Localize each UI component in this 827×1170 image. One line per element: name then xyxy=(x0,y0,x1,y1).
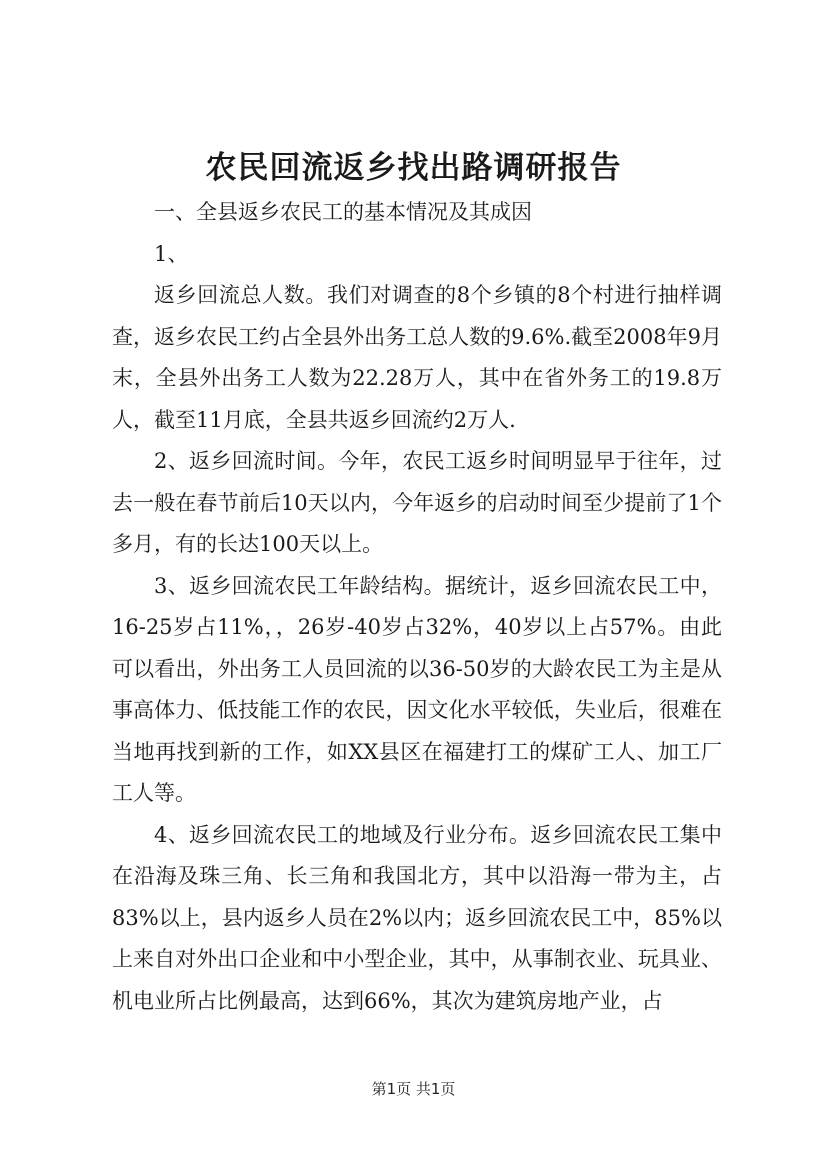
page-footer: 第1页 共1页 xyxy=(371,1080,456,1098)
paragraph-region-industry: 4、返乡回流农民工的地域及行业分布。返乡回流农民工集中在沿海及珠三角、长三角和我国北方，其中以沿海一带为主，占83%以上，县内返乡人员在2%以内；返乡回流农民工中，85%以上来自对外出口企业和中小型企业，其中，从事制衣业、玩具业、机电业所占比例最高，达到66%，其次为建筑房地产业，占 xyxy=(112,822,722,1013)
document-body xyxy=(112,192,722,1022)
section-heading: 一、全县返乡农民工的基本情况及其成因 xyxy=(154,200,532,224)
paragraph-return-time: 2、返乡回流时间。今年，农民工返乡时间明显早于往年，过去一般在春节前后10天以内，今年返乡的启动时间至少提前了1个多月，有的长达100天以上。 xyxy=(112,449,722,556)
paragraph-item-number: 1、 xyxy=(154,241,189,266)
paragraph-age-structure: 3、返乡回流农民工年龄结构。据统计，返乡回流农民工中，16-25岁占11%，，26岁-40岁占32%，40岁以上占57%。由此可以看出，外出务工人员回流的以36-50岁的大龄农民工为主是从事高体力、低技能工作的农民，因文化水平较低，失业后，很难在当地再找到新的工作，如XX县区在福建打工的煤矿工人、加工厂工人等。 xyxy=(112,573,722,805)
paragraph-total-returnees: 返乡回流总人数。我们对调查的8个乡镇的8个村进行抽样调查，返乡农民工约占全县外出务工总人数的9.6%.截至2008年9月末，全县外出务工人数为22.28万人，其中在省外务工的19.8万人，截至11月底，全县共返乡回流约2万人. xyxy=(112,283,722,432)
document-title: 农民回流返乡找出路调研报告 xyxy=(205,150,622,186)
